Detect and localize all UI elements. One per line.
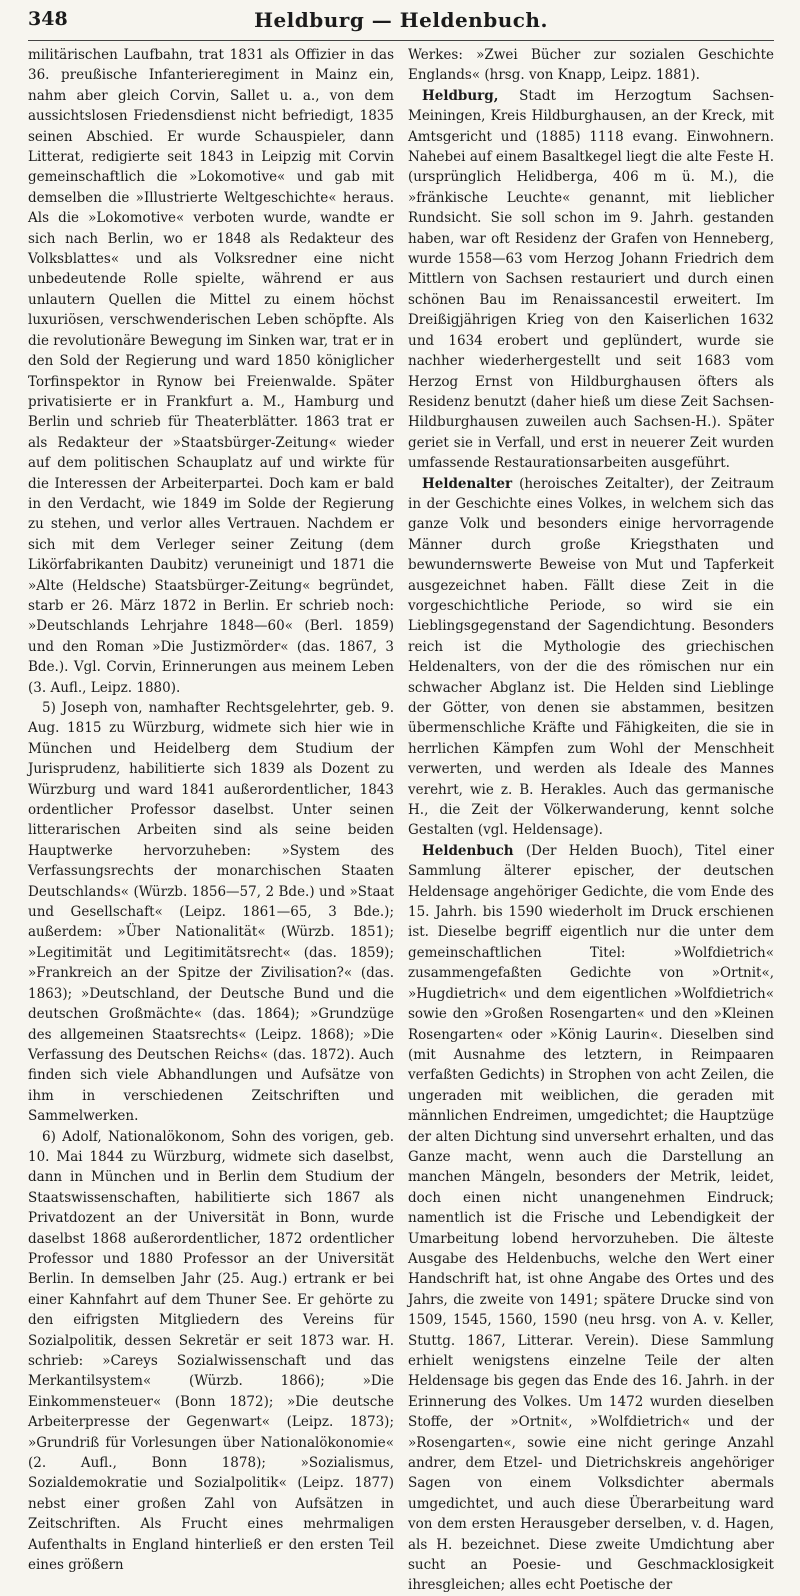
headword: Heldenbuch [422, 842, 514, 859]
entry-continuation: Werkes: »Zwei Bücher zur sozialen Geschichte Englands« (hrsg. von Knapp, Leipz. 1881). [408, 47, 774, 84]
text-columns [28, 45, 774, 1594]
headword: Heldburg, [422, 87, 499, 104]
running-title: Heldburg — Heldenbuch. [254, 8, 548, 32]
entry-heldenalter [408, 474, 774, 841]
page-number: 348 [28, 8, 68, 30]
entry-body: (heroisches Zeitalter), der Zeitraum in der Geschichte eines Volkes, in welchem sich das ganze Volk und besonders einige hervorragende Männer durch große Kriegsthaten und bewundernswerte Beweise von Mut und Tapferkeit ausgezeichnet haben. Fällt diese Zeit in die vorgeschichtliche Periode, so wird sie ein Lieblingsgegenstand der Sagendichtung. Besonders reich ist die Mythologie des griechischen Heldenalters, von der die des römischen nur ein schwacher Abglanz ist. Die Helden sind Lieblinge der Götter, von denen sie abstammen, besitzen übermenschliche Kräfte und Fähigkeiten, die sie in herrlichen Kämpfen zum Wohl der Menschheit verwerten, und werden als Ideale des Mannes verehrt, wie z. B. Herakles. Auch das germanische H., die Zeit der Völkerwanderung, kennt solche Gestalten (vgl. Heldensage). [408, 475, 774, 839]
entry-continuation: militärischen Laufbahn, trat 1831 als Offizier in das 36. preußische Infanterieregiment in Mainz ein, nahm aber gleich Corvin, Sallet u. a., von dem aussichtslosen Friedensdienst nicht befriedigt, 1835 seinen Abschied. Er wurde Schauspieler, dann Litterat, redigierte seit 1843 in Leipzig mit Corvin gemeinschaftlich die »Lokomotive« und gab mit demselben die »Illustrierte Weltgeschichte« heraus. Als die »Lokomotive« verboten wurde, wandte er sich nach Berlin, wo er 1848 als Redakteur des Volksblattes« und als Volksredner eine nicht unbedeutende Rolle spielte, während er aus unlautern Quellen die Mittel zu einem höchst luxuriösen, verschwenderischen Leben schöpfte. Als die revolutionäre Bewegung im Sinken war, trat er in den Sold der Regierung und ward 1850 königlicher Torfinspektor in Rynow bei Freienwalde. Später privatisierte er in Frankfurt a. M., Hamburg und Berlin und schrieb für Theaterblätter. 1863 trat er als Redakteur der »Staatsbürger-Zeitung« wieder auf dem politischen Schauplatz auf und wirkte für die Interessen der Arbeiterpartei. Doch kam er bald in den Verdacht, wie 1849 im Solde der Regierung zu stehen, und verlor alles Vertrauen. Nachdem er sich mit dem Verleger seiner Zeitung (dem Likörfabrikanten Daubitz) veruneinigt und 1871 die »Alte (Heldsche) Staatsbürger-Zeitung« begründet, starb er 26. März 1872 in Berlin. Er schrieb noch: »Deutschlands Lehrjahre 1848—60« (Berl. 1859) und den Roman »Die Justizmörder« (das. 1867, 3 Bde.). Vgl. Corvin, Erinnerungen aus meinem Leben (3. Aufl., Leipz. 1880). [28, 47, 394, 696]
left-column [28, 45, 394, 1596]
entry-body: Stadt im Herzogtum Sachsen-Meiningen, Kreis Hildburghausen, an der Kreck, mit Amtsgericht und (1885) 1118 evang. Einwohnern. Nahebei auf einem Basaltkegel liegt die alte Feste H. (ursprünglich Helidberga, 406 m ü. M.), die »fränkische Leuchte« genannt, mit lieblicher Rundsicht. Sie soll schon im 9. Jahrh. gestanden haben, war oft Residenz der Grafen von Henneberg, wurde 1558—63 vom Herzog Johann Friedrich dem Mittlern von Sachsen restauriert und durch einen schönen Bau im Renaissancestil erweitert. Im Dreißigjährigen Krieg von den Kaiserlichen 1632 und 1634 erobert und geplündert, wurde sie nachher wiederhergestellt und seit 1683 vom Herzog Ernst von Hildburghausen öfters als Residenz benutzt (daher hieß um diese Zeit Sachsen-Hildburghausen zuweilen auch Sachsen-H.). Später geriet sie in Verfall, und erst in neuerer Zeit wurden umfassende Restaurationsarbeiten ausgeführt. [408, 87, 774, 472]
entry-heldenbuch [408, 841, 774, 1596]
right-column [408, 45, 774, 1596]
entry-body: (Der Helden Buoch), Titel einer Sammlung älterer epischer, der deutschen Heldensage angehöriger Gedichte, die vom Ende des 15. Jahrh. bis 1590 wiederholt im Druck erschienen ist. Dieselbe begriff eigentlich nur die unter dem gemeinschaftlichen Titel: »Wolfdietrich« zusammengefaßten Gedichte von »Ortnit«, »Hugdietrich« und dem eigentlichen »Wolfdietrich« sowie den »Großen Rosengarten« und den »Kleinen Rosengarten« oder »König Laurin«. Dieselben sind (mit Ausnahme des letztern, in Reimpaaren verfaßten Gedichts) in Strophen von acht Zeilen, die ungeraden mit weiblichen, die geraden mit männlichen Endreimen, umgedichtet; die Hauptzüge der alten Dichtung sind unversehrt erhalten, und das Ganze macht, wenn auch die Darstellung an manchen Mängeln, besonders der Metrik, leidet, doch einen nicht unangenehmen Eindruck; namentlich ist die Frische und Lebendigkeit der Umarbeitung lobend hervorzuheben. Die älteste Ausgabe des Heldenbuchs, welche den Wert einer Handschrift hat, ist ohne Angabe des Ortes und des Jahrs, die zweite von 1491; spätere Drucke sind von 1509, 1545, 1560, 1590 (neu hrsg. von A. v. Keller, Stuttg. 1867, Litterar. Verein). Diese Sammlung erhielt wenigstens einzelne Teile der alten Heldensage bis gegen das Ende des 16. Jahrh. in der Erinnerung des Volkes. Um 1472 wurden dieselben Stoffe, der »Ortnit«, »Wolfdietrich« und der »Rosengarten«, sowie eine nicht geringe Anzahl andrer, dem Etzel- und Dietrichskreis angehöriger Sagen von einem Volksdichter abermals umgedichtet, und auch diese Überarbeitung ward von dem ersten Herausgeber derselben, v. d. Hagen, als H. bezeichnet. Diese zweite Umdichtung aber sucht an Poesie- und Geschmacklosigkeit ihresgleichen; alles echt Poetische der [408, 842, 774, 1594]
page-header [28, 0, 774, 41]
entry-joseph-von-held: 5) Joseph von, namhafter Rechtsgelehrter, geb. 9. Aug. 1815 zu Würzburg, widmete sich hier wie in München und Heidelberg dem Studium der Jurisprudenz, habilitierte sich 1839 als Dozent zu Würzburg und ward 1841 außerordentlicher, 1843 ordentlicher Professor daselbst. Unter seinen litterarischen Arbeiten sind als seine beiden Hauptwerke hervorzuheben: »System des Verfassungsrechts der monarchischen Staaten Deutschlands« (Würzb. 1856—57, 2 Bde.) und »Staat und Gesellschaft« (Leipz. 1861—65, 3 Bde.); außerdem: »Über Nationalität« (Würzb. 1851); »Legitimität und Legitimitätsrecht« (das. 1859); »Frankreich an der Spitze der Zivilisation?« (das. 1863); »Deutschland, der Deutsche Bund und die deutschen Großmächte« (das. 1864); »Grundzüge des allgemeinen Staatsrechts« (Leipz. 1868); »Die Verfassung des Deutschen Reichs« (das. 1872). Auch finden sich viele Abhandlungen und Aufsätze von ihm in verschiedenen Zeitschriften und Sammelwerken. [28, 700, 394, 1125]
entry-heldburg [408, 86, 774, 474]
entry-adolf-held: 6) Adolf, Nationalökonom, Sohn des vorigen, geb. 10. Mai 1844 zu Würzburg, widmete sich daselbst, dann in München und in Berlin dem Studium der Staatswissenschaften, habilitierte sich 1867 als Privatdozent an der Universität in Bonn, wurde daselbst 1868 außerordentlicher, 1872 ordentlicher Professor und 1880 Professor an der Universität Berlin. In demselben Jahr (25. Aug.) ertrank er bei einer Kahnfahrt auf dem Thuner See. Er gehörte zu den eifrigsten Mitgliedern des Vereins für Sozialpolitik, dessen Sekretär er seit 1873 war. H. schrieb: »Careys Sozialwissenschaft und das Merkantilsystem« (Würzb. 1866); »Die Einkommensteuer« (Bonn 1872); »Die deutsche Arbeiterpresse der Gegenwart« (Leipz. 1873); »Grundriß für Vorlesungen über Nationalökonomie« (2. Aufl., Bonn 1878); »Sozialismus, Sozialdemokratie und Sozialpolitik« (Leipz. 1877) nebst einer großen Zahl von Aufsätzen in Zeitschriften. Als Frucht eines mehrmaligen Aufenthalts in England hinterließ er den ersten Teil eines größern [28, 1128, 394, 1574]
headword: Heldenalter [422, 475, 513, 492]
